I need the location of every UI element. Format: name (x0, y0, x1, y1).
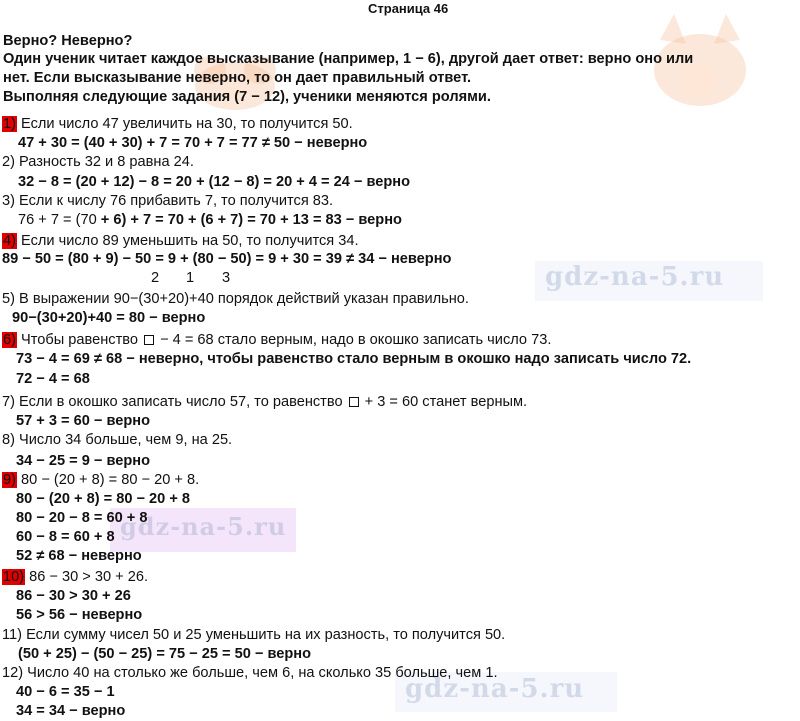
order-mark: 2 (151, 270, 160, 286)
task-11-statement (2, 626, 505, 644)
task-3-statement (2, 192, 333, 210)
task-text: Если число 89 уменьшить на 50, то получится 34. (16, 233, 359, 249)
task-number-highlight: 10) (3, 569, 25, 585)
task-12-answer: 34 = 34 − верно (16, 703, 126, 719)
task-9-statement (2, 471, 199, 489)
heading-line: Один ученик читает каждое высказывание (например, 1 − 6), другой дает ответ: верно оно или (3, 51, 694, 67)
task-number-highlight: 6) (3, 332, 16, 348)
task-number-highlight: 9) (3, 472, 16, 488)
task-10-answer: 56 > 56 − неверно (16, 607, 143, 623)
task-number: 8) (2, 432, 15, 448)
task-number-highlight: 4) (3, 233, 16, 249)
task-2-statement (2, 153, 194, 171)
task-text: Число 40 на столько же больше, чем 6, на сколько 35 больше, чем 1. (23, 665, 498, 681)
task-9-answer: 60 − 8 = 60 + 8 (16, 529, 115, 545)
task-11-answer: (50 + 25) − (50 − 25) = 75 − 25 = 50 − верно (18, 646, 312, 662)
task-text: + 3 = 60 станет верным. (360, 394, 528, 410)
task-text: Число 34 больше, чем 9, на 25. (14, 432, 233, 448)
task-6-answer: 72 − 4 = 68 (16, 371, 90, 387)
task-text: Если сумму чисел 50 и 25 уменьшить на их разность, то получится 50. (22, 627, 506, 643)
task-10-answer: 86 − 30 > 30 + 26 (16, 588, 131, 604)
task-1-statement (2, 115, 353, 133)
heading-line: Верно? Неверно? (3, 33, 133, 49)
order-mark: 3 (222, 270, 231, 286)
heading-line: Выполняя следующие задания (7 − 12), ученики меняются ролями. (3, 89, 491, 105)
task-5-answer: 90−(30+20)+40 = 80 − верно (12, 310, 206, 326)
task-6-statement (2, 331, 551, 349)
heading-line: нет. Если высказывание неверно, то он дает правильный ответ. (3, 70, 472, 86)
task-text: Если к числу 76 прибавить 7, то получится 83. (14, 193, 334, 209)
task-number: 11) (2, 627, 23, 643)
task-9-answer: 52 ≠ 68 − неверно (16, 548, 142, 564)
page-title: Страница 46 (368, 1, 449, 16)
task-text: В выражении 90−(30+20)+40 порядок действий указан правильно. (14, 291, 469, 307)
task-2-answer: 32 − 8 = (20 + 12) − 8 = 20 + (12 − 8) = 20 + 4 = 24 − верно (18, 174, 411, 190)
answer-part: + 6) + 7 = 70 + (6 + 7) = 70 + 13 = 83 − верно (96, 212, 402, 228)
task-8-answer: 34 − 25 = 9 − верно (16, 453, 151, 469)
task-10-statement (2, 568, 148, 586)
watermark-text: gdz-na-5.ru (545, 262, 725, 292)
task-number: 2) (2, 154, 15, 170)
task-7-statement (2, 393, 527, 411)
task-number: 5) (2, 291, 15, 307)
task-7-answer: 57 + 3 = 60 − верно (16, 413, 151, 429)
task-9-answer: 80 − 20 − 8 = 60 + 8 (16, 510, 148, 526)
task-number: 3) (2, 193, 15, 209)
task-text: Если в окошко записать число 57, то равенство (14, 394, 347, 410)
task-6-answer: 73 − 4 = 69 ≠ 68 − неверно, чтобы равенство стало верным в окошко надо записать число 72. (16, 351, 692, 367)
task-text: Чтобы равенство (16, 332, 143, 348)
task-9-answer: 80 − (20 + 8) = 80 − 20 + 8 (16, 491, 191, 507)
empty-box-icon (144, 335, 154, 345)
watermark-text: gdz-na-5.ru (405, 674, 585, 704)
task-text: − 4 = 68 стало верным, надо в окошко записать число 73. (156, 332, 552, 348)
task-5-statement (2, 290, 469, 308)
answer-part: 76 + 7 = (70 (18, 212, 97, 228)
watermark-text: gdz-na-5.ru (120, 512, 287, 541)
task-text: 86 − 30 > 30 + 26. (25, 569, 149, 585)
task-number: 12) (2, 665, 24, 681)
task-8-statement (2, 431, 232, 449)
task-4-answer: 89 − 50 = (80 + 9) − 50 = 9 + (80 − 50) = 9 + 30 = 39 ≠ 34 − неверно (2, 251, 452, 267)
task-number-highlight: 1) (3, 116, 16, 132)
empty-box-icon (349, 397, 359, 407)
task-1-answer: 47 + 30 = (40 + 30) + 7 = 70 + 7 = 77 ≠ 50 − неверно (18, 135, 368, 151)
task-text: Разность 32 и 8 равна 24. (14, 154, 194, 170)
task-4-statement (2, 232, 359, 250)
order-mark: 1 (186, 270, 195, 286)
task-text: Если число 47 увеличить на 30, то получится 50. (16, 116, 353, 132)
task-12-answer: 40 − 6 = 35 − 1 (16, 684, 115, 700)
task-text: 80 − (20 + 8) = 80 − 20 + 8. (16, 472, 200, 488)
task-number: 7) (2, 394, 15, 410)
task-3-answer (18, 211, 402, 229)
task-12-statement (2, 664, 498, 682)
